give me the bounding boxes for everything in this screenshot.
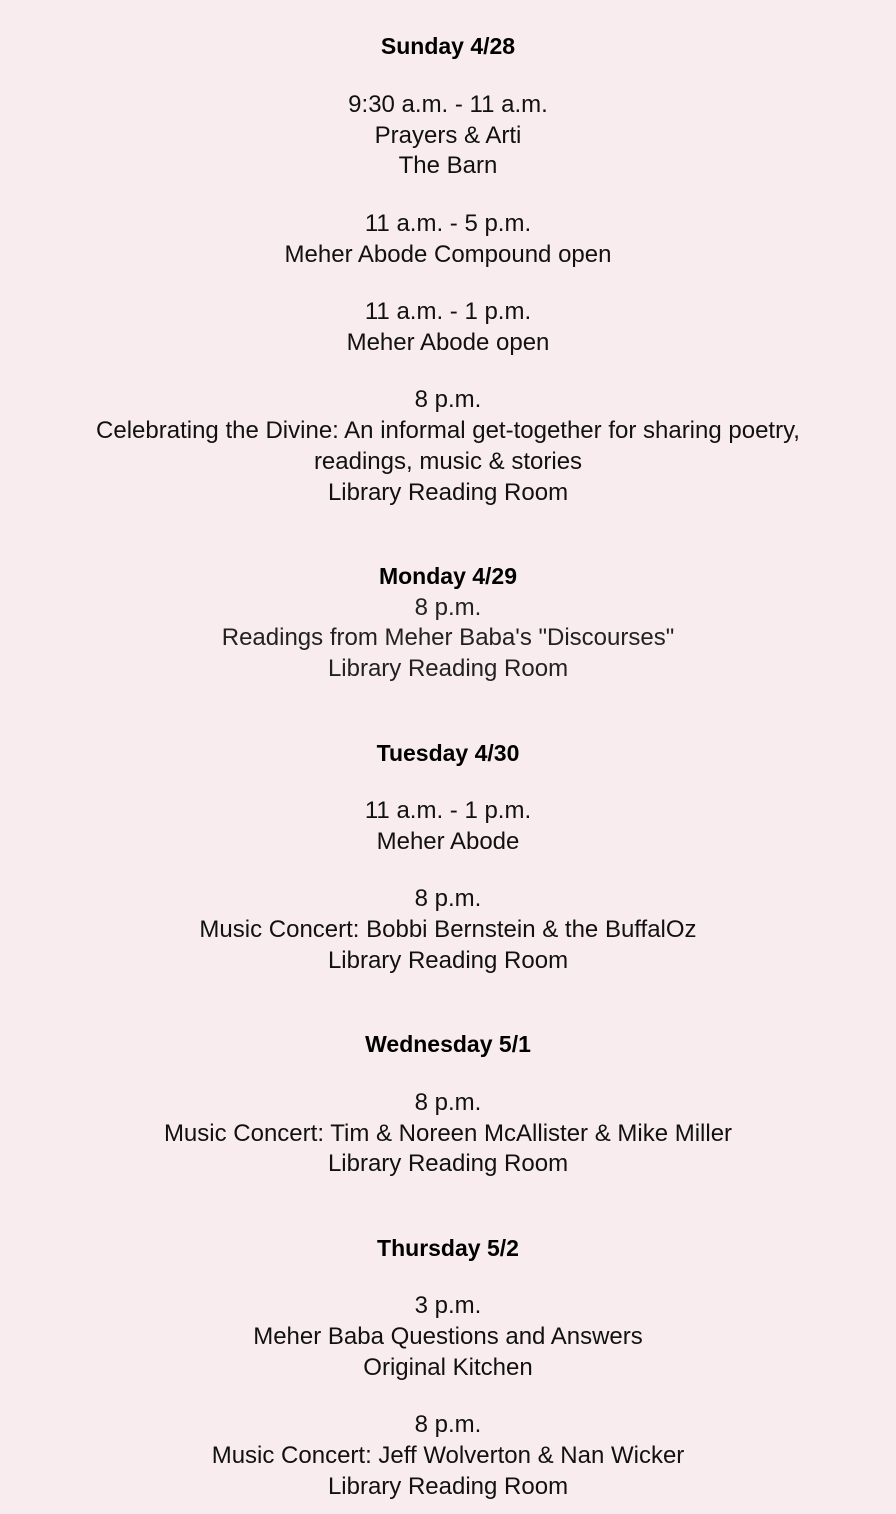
event-location: Library Reading Room (327, 1473, 569, 1500)
event-location: Library Reading Room (327, 655, 569, 682)
event-title: Meher Abode Compound open (284, 241, 612, 268)
day-heading-tuesday: Tuesday 4/30 (376, 740, 520, 766)
event-location: Library Reading Room (327, 479, 569, 506)
event-title: Readings from Meher Baba's "Discourses" (221, 624, 675, 651)
event-time: 11 a.m. - 5 p.m. (364, 210, 532, 237)
event-time: 11 a.m. - 1 p.m. (364, 797, 532, 824)
event-location: Library Reading Room (327, 947, 569, 974)
event-time: 8 p.m. (414, 1411, 482, 1438)
event-title: Music Concert: Bobbi Bernstein & the BuffalOz (199, 916, 697, 943)
event-time: 11 a.m. - 1 p.m. (364, 298, 532, 325)
day-heading-monday: Monday 4/29 (378, 563, 518, 589)
event-time: 9:30 a.m. - 11 a.m. (348, 91, 548, 118)
day-heading-thursday: Thursday 5/2 (377, 1235, 519, 1261)
event-title: Music Concert: Tim & Noreen McAllister & Mike Miller (163, 1120, 733, 1147)
event-title: Prayers & Arti (374, 122, 522, 149)
day-heading-wednesday: Wednesday 5/1 (365, 1031, 531, 1057)
event-time: 8 p.m. (414, 1089, 482, 1116)
event-title-continued: readings, music & stories (313, 448, 583, 475)
day-heading-sunday: Sunday 4/28 (380, 33, 516, 59)
event-title: Meher Abode (376, 828, 520, 855)
event-time: 8 p.m. (414, 386, 482, 413)
event-location: The Barn (398, 152, 498, 179)
event-time: 8 p.m. (414, 885, 482, 912)
event-title: Meher Abode open (346, 329, 550, 356)
event-time: 3 p.m. (414, 1292, 482, 1319)
event-title: Music Concert: Jeff Wolverton & Nan Wicker (211, 1442, 685, 1469)
event-title: Celebrating the Divine: An informal get-together for sharing poetry, (96, 417, 800, 444)
event-location: Original Kitchen (363, 1354, 533, 1381)
event-title: Meher Baba Questions and Answers (253, 1323, 643, 1350)
event-time: 8 p.m. (414, 594, 482, 621)
event-location: Library Reading Room (327, 1150, 569, 1177)
